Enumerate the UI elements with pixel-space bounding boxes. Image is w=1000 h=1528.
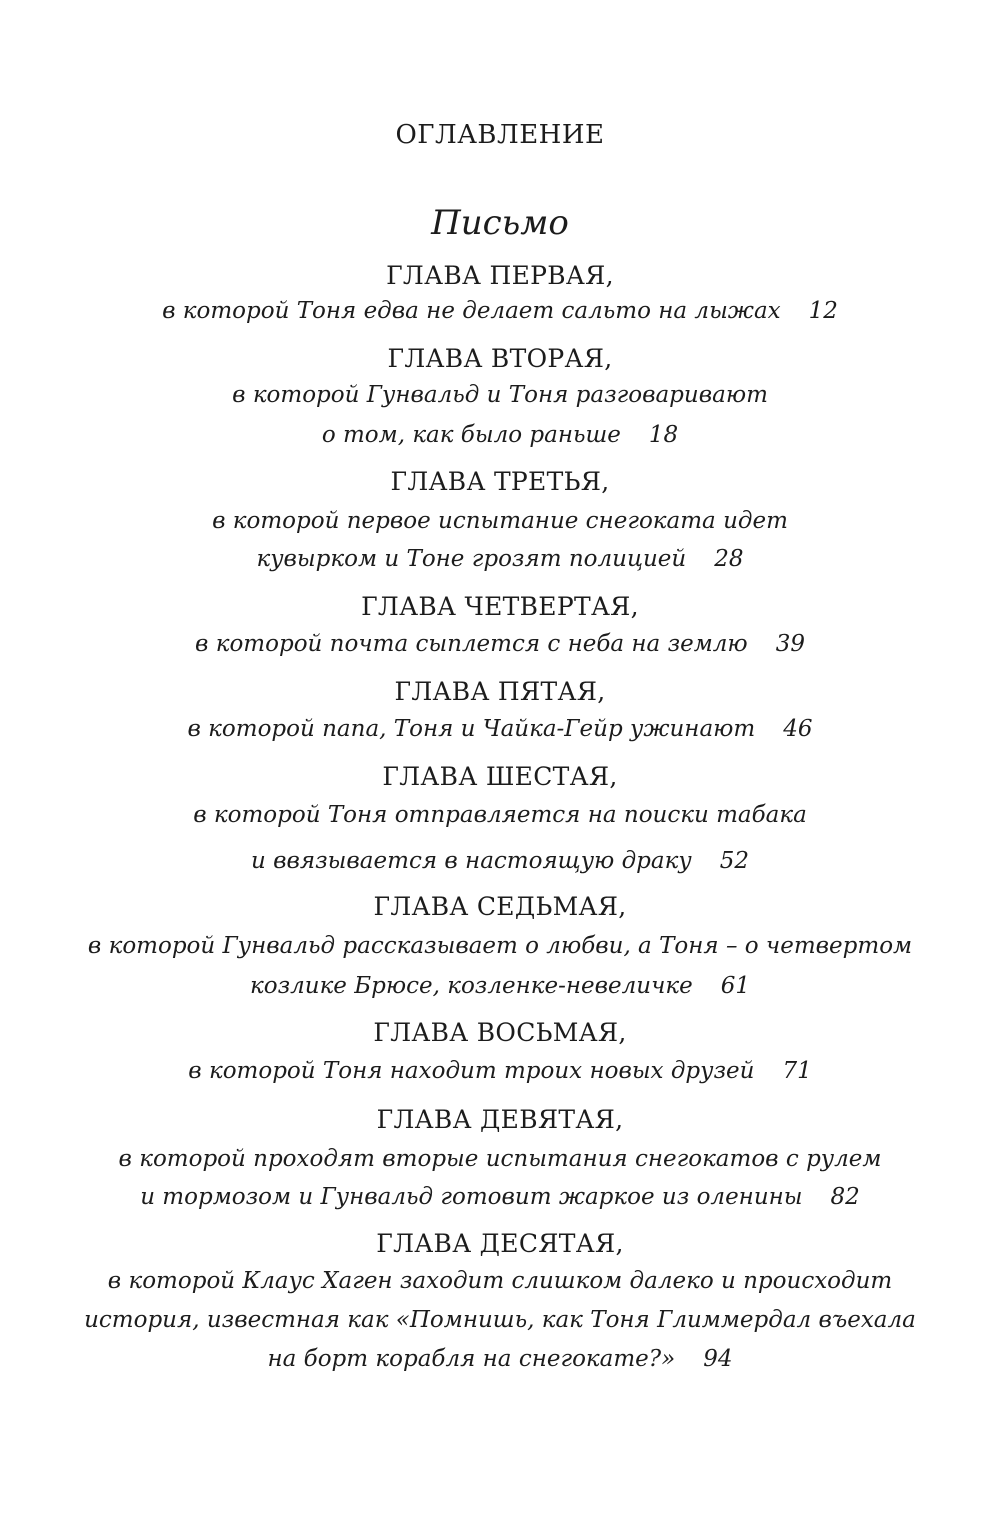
chapter-title: ГЛАВА ДЕВЯТАЯ, — [376, 1105, 624, 1134]
chapter-title: ГЛАВА ТРЕТЬЯ, — [390, 467, 610, 496]
chapter-description: в которой Клаус Хаген заходит слишком далеко и происходит — [107, 1268, 893, 1294]
page-number: 12 — [808, 298, 838, 324]
chapter-title: ГЛАВА ШЕСТАЯ, — [382, 762, 618, 791]
chapter-description: в которой папа, Тоня и Чайка-Гейр ужинают 46 — [187, 716, 813, 742]
section-title: Письмо — [431, 203, 569, 243]
page-number: 28 — [714, 546, 744, 572]
chapter-description: в которой проходят вторые испытания снегокатов с рулем — [118, 1146, 882, 1172]
chapter-title: ГЛАВА ДЕСЯТАЯ, — [376, 1229, 624, 1258]
chapter-description: в которой Гунвальд рассказывает о любви, а Тоня – о четвертом — [87, 933, 913, 959]
page-number: 71 — [782, 1058, 812, 1084]
chapter-description: и тормозом и Гунвальд готовит жаркое из оленины 82 — [140, 1184, 860, 1210]
chapter-description: кувырком и Тоне грозят полицией 28 — [256, 546, 744, 572]
toc-heading: ОГЛАВЛЕНИЕ — [395, 120, 605, 150]
chapter-description: в которой Тоня находит троих новых друзей 71 — [188, 1058, 812, 1084]
chapter-description: в которой почта сыплется с неба на землю 39 — [195, 631, 805, 657]
page-number: 18 — [648, 422, 679, 448]
chapter-title: ГЛАВА СЕДЬМАЯ, — [373, 892, 627, 921]
page-number: 39 — [775, 631, 805, 657]
page-number: 61 — [720, 973, 751, 999]
chapter-description: в которой Тоня отправляется на поиски табака — [193, 802, 807, 828]
chapter-title: ГЛАВА ЧЕТВЕРТАЯ, — [361, 592, 639, 621]
chapter-description: в которой первое испытание снегоката идет — [212, 508, 788, 534]
chapter-description: в которой Тоня едва не делает сальто на лыжах 12 — [162, 298, 838, 324]
chapter-description: в которой Гунвальд и Тоня разговаривают — [232, 382, 768, 408]
chapter-title: ГЛАВА ПЕРВАЯ, — [386, 261, 614, 290]
chapter-description: о том, как было раньше 18 — [321, 422, 679, 448]
chapter-description: и ввязывается в настоящую драку 52 — [251, 848, 749, 874]
chapter-title: ГЛАВА ВОСЬМАЯ, — [373, 1018, 627, 1047]
page-number: 52 — [719, 848, 749, 874]
page-number: 82 — [830, 1184, 860, 1210]
chapter-title: ГЛАВА ВТОРАЯ, — [387, 344, 613, 373]
chapter-description: история, известная как «Помнишь, как Тоня Глиммердал въехала — [84, 1307, 916, 1333]
chapter-title: ГЛАВА ПЯТАЯ, — [394, 677, 606, 706]
chapter-description: на борт корабля на снегокате?» 94 — [267, 1346, 733, 1372]
page-number: 46 — [783, 716, 813, 742]
chapter-description: козлике Брюсе, козленке-невеличке 61 — [249, 973, 751, 999]
page-number: 94 — [703, 1346, 733, 1372]
